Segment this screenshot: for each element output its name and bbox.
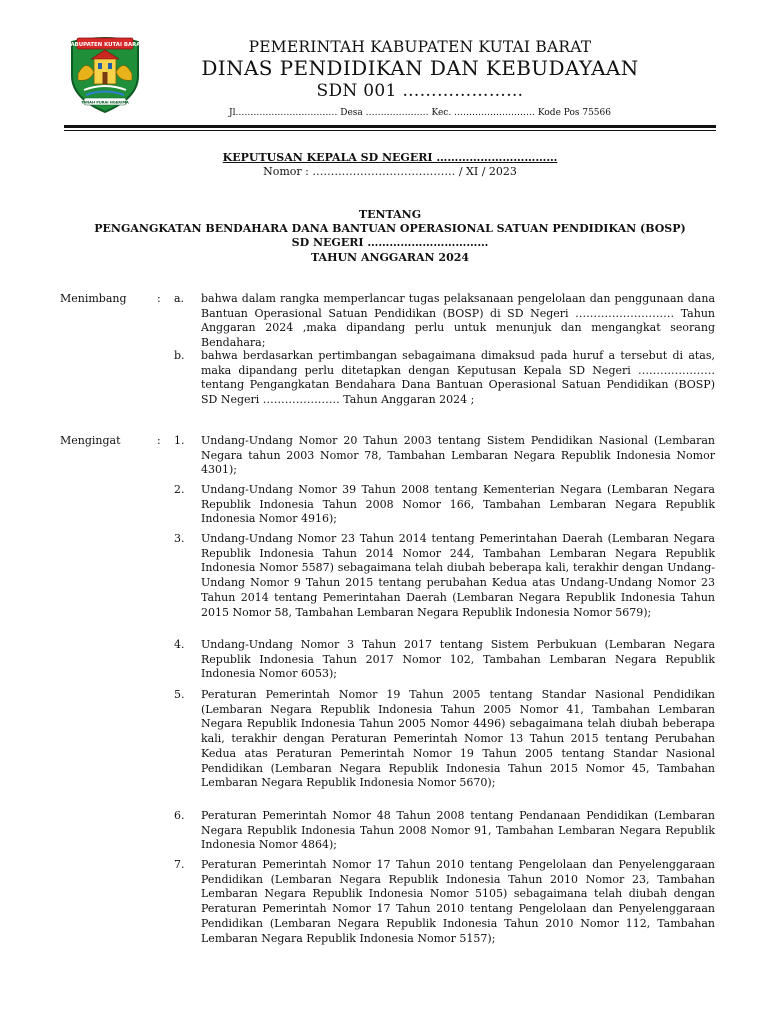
decree-subject-line-1: PENGANGKATAN BENDAHARA DANA BANTUAN OPERASIONAL SATUAN PENDIDIKAN (BOSP) (94, 222, 686, 235)
letterhead-divider-thin (64, 130, 716, 131)
decree-subject-line-3: TAHUN ANGGARAN 2024 (310, 251, 470, 264)
letterhead-divider-thick (64, 125, 716, 128)
emblem-motto-text: TANAH PURAI NGERIMA (81, 100, 129, 105)
kutai-barat-emblem (64, 32, 146, 114)
item-marker: 1. (174, 434, 185, 447)
letterhead-address: Jl.…………………………… Desa ………………… Kec. ……………………… Kode Pos 75566 (229, 108, 611, 118)
menimbang-colon: : (157, 292, 161, 305)
item-text: bahwa berdasarkan pertimbangan sebagaimana dimaksud pada huruf a tersebut di atas, maka dipandang perlu ditetapkan dengan Keputusan Kepala SD Negeri ………………… tentang Pengangkatan Bendahara Dana Bantuan Operasional Satuan Pendidikan (BOSP) SD Negeri ………………… Tahun Anggaran 2024 ; (201, 349, 715, 407)
mengingat-label: Mengingat (60, 434, 121, 447)
item-text: Peraturan Pemerintah Nomor 48 Tahun 2008 tentang Pendanaan Pendidikan (Lembaran Negara Republik Indonesia Tahun 2008 Nomor 91, Tambahan Lembaran Negara Republik Indonesia Nomor 4864); (201, 809, 715, 852)
item-text: Undang-Undang Nomor 23 Tahun 2014 tentang Pemerintahan Daerah (Lembaran Negara Republik Indonesia Tahun 2014 Nomor 244, Tambahan Lembaran Negara Republik Indonesia Nomor 5587) sebagaimana telah diubah beberapa kali, terakhir dengan Undang-Undang Nomor 9 Tahun 2015 tentang perubahan Kedua atas Undang-Undang Nomor 23 Tahun 2014 tentang Pemerintahan Daerah (Lembaran Negara Republik Indonesia Tahun 2015 Nomor 58, Tambahan Lembaran Negara Republik Indonesia Nomor 5679); (201, 532, 715, 619)
item-marker: 3. (174, 532, 185, 545)
item-marker: 6. (174, 809, 185, 822)
item-text: Undang-Undang Nomor 3 Tahun 2017 tentang Sistem Perbukuan (Lembaran Negara Republik Indonesia Tahun 2017 Nomor 102, Tambahan Lembaran Negara Republik Indonesia Nomor 6053); (201, 638, 715, 681)
item-marker: 2. (174, 483, 185, 496)
decree-about-heading: TENTANG (358, 208, 422, 221)
letterhead-government: PEMERINTAH KABUPATEN KUTAI BARAT (248, 38, 592, 56)
decree-subject-line-2: SD NEGERI …………………………… (291, 236, 489, 249)
item-marker: b. (174, 349, 185, 362)
letterhead (140, 38, 700, 119)
item-marker: 7. (174, 858, 185, 871)
decree-number: Nomor : ………………………………… / XI / 2023 (263, 165, 517, 178)
decree-title: KEPUTUSAN KEPALA SD NEGERI …………………………… (222, 151, 558, 164)
letterhead-agency: DINAS PENDIDIKAN DAN KEBUDAYAAN (201, 56, 639, 80)
item-text: Peraturan Pemerintah Nomor 19 Tahun 2005 tentang Standar Nasional Pendidikan (Lembaran Negara Republik Indonesia Tahun 2005 Nomor 41, Tambahan Lembaran Negara Republik Indonesia Tahun 2005 Nomor 4496) sebagaimana telah diubah beberapa kali, terakhir dengan Peraturan Pemerintah Nomor 13 Tahun 2015 tentang Perubahan Kedua atas Peraturan Pemerintah Nomor 19 Tahun 2005 tentang Standar Nasional Pendidikan (Lembaran Negara Republik Indonesia Tahun 2015 Nomor 45, Tambahan Lembaran Negara Republik Indonesia Nomor 5670); (201, 688, 715, 790)
item-text: Undang-Undang Nomor 20 Tahun 2003 tentang Sistem Pendidikan Nasional (Lembaran Negara tahun 2003 Nomor 78, Tambahan Lembaran Negara Republik Indonesia Nomor 4301); (201, 434, 715, 477)
item-text: bahwa dalam rangka memperlancar tugas pelaksanaan pengelolaan dan penggunaan dana Bantuan Operasional Satuan Pendidikan (BOSP) di SD Negeri ……………………… Tahun Anggaran 2024 ,maka dipandang perlu untuk menunjuk dan mengangkat seorang Bendahara; (201, 292, 715, 350)
letterhead-school: SDN 001 ………………… (316, 81, 524, 101)
item-marker: a. (174, 292, 185, 305)
mengingat-colon: : (157, 434, 161, 447)
item-marker: 4. (174, 638, 185, 651)
item-marker: 5. (174, 688, 185, 701)
item-text: Peraturan Pemerintah Nomor 17 Tahun 2010 tentang Pengelolaan dan Penyelenggaraan Pendidikan (Lembaran Negara Republik Indonesia Tahun 2010 Nomor 23, Tambahan Lembaran Negara Republik Indonesia Nomor 5105) sebagaimana telah diubah dengan Peraturan Pemerintah Nomor 17 Tahun 2010 tentang Pengelolaan dan Penyelenggaraan Pendidikan (Lembaran Negara Republik Indonesia Tahun 2010 Nomor 112, Tambahan Lembaran Negara Republik Indonesia Nomor 5157); (201, 858, 715, 945)
item-text: Undang-Undang Nomor 39 Tahun 2008 tentang Kementerian Negara (Lembaran Negara Republik Indonesia Tahun 2008 Nomor 166, Tambahan Lembaran Negara Republik Indonesia Nomor 4916); (201, 483, 715, 526)
menimbang-label: Menimbang (60, 292, 127, 305)
emblem-banner-text: KABUPATEN KUTAI BARAT (66, 42, 144, 48)
